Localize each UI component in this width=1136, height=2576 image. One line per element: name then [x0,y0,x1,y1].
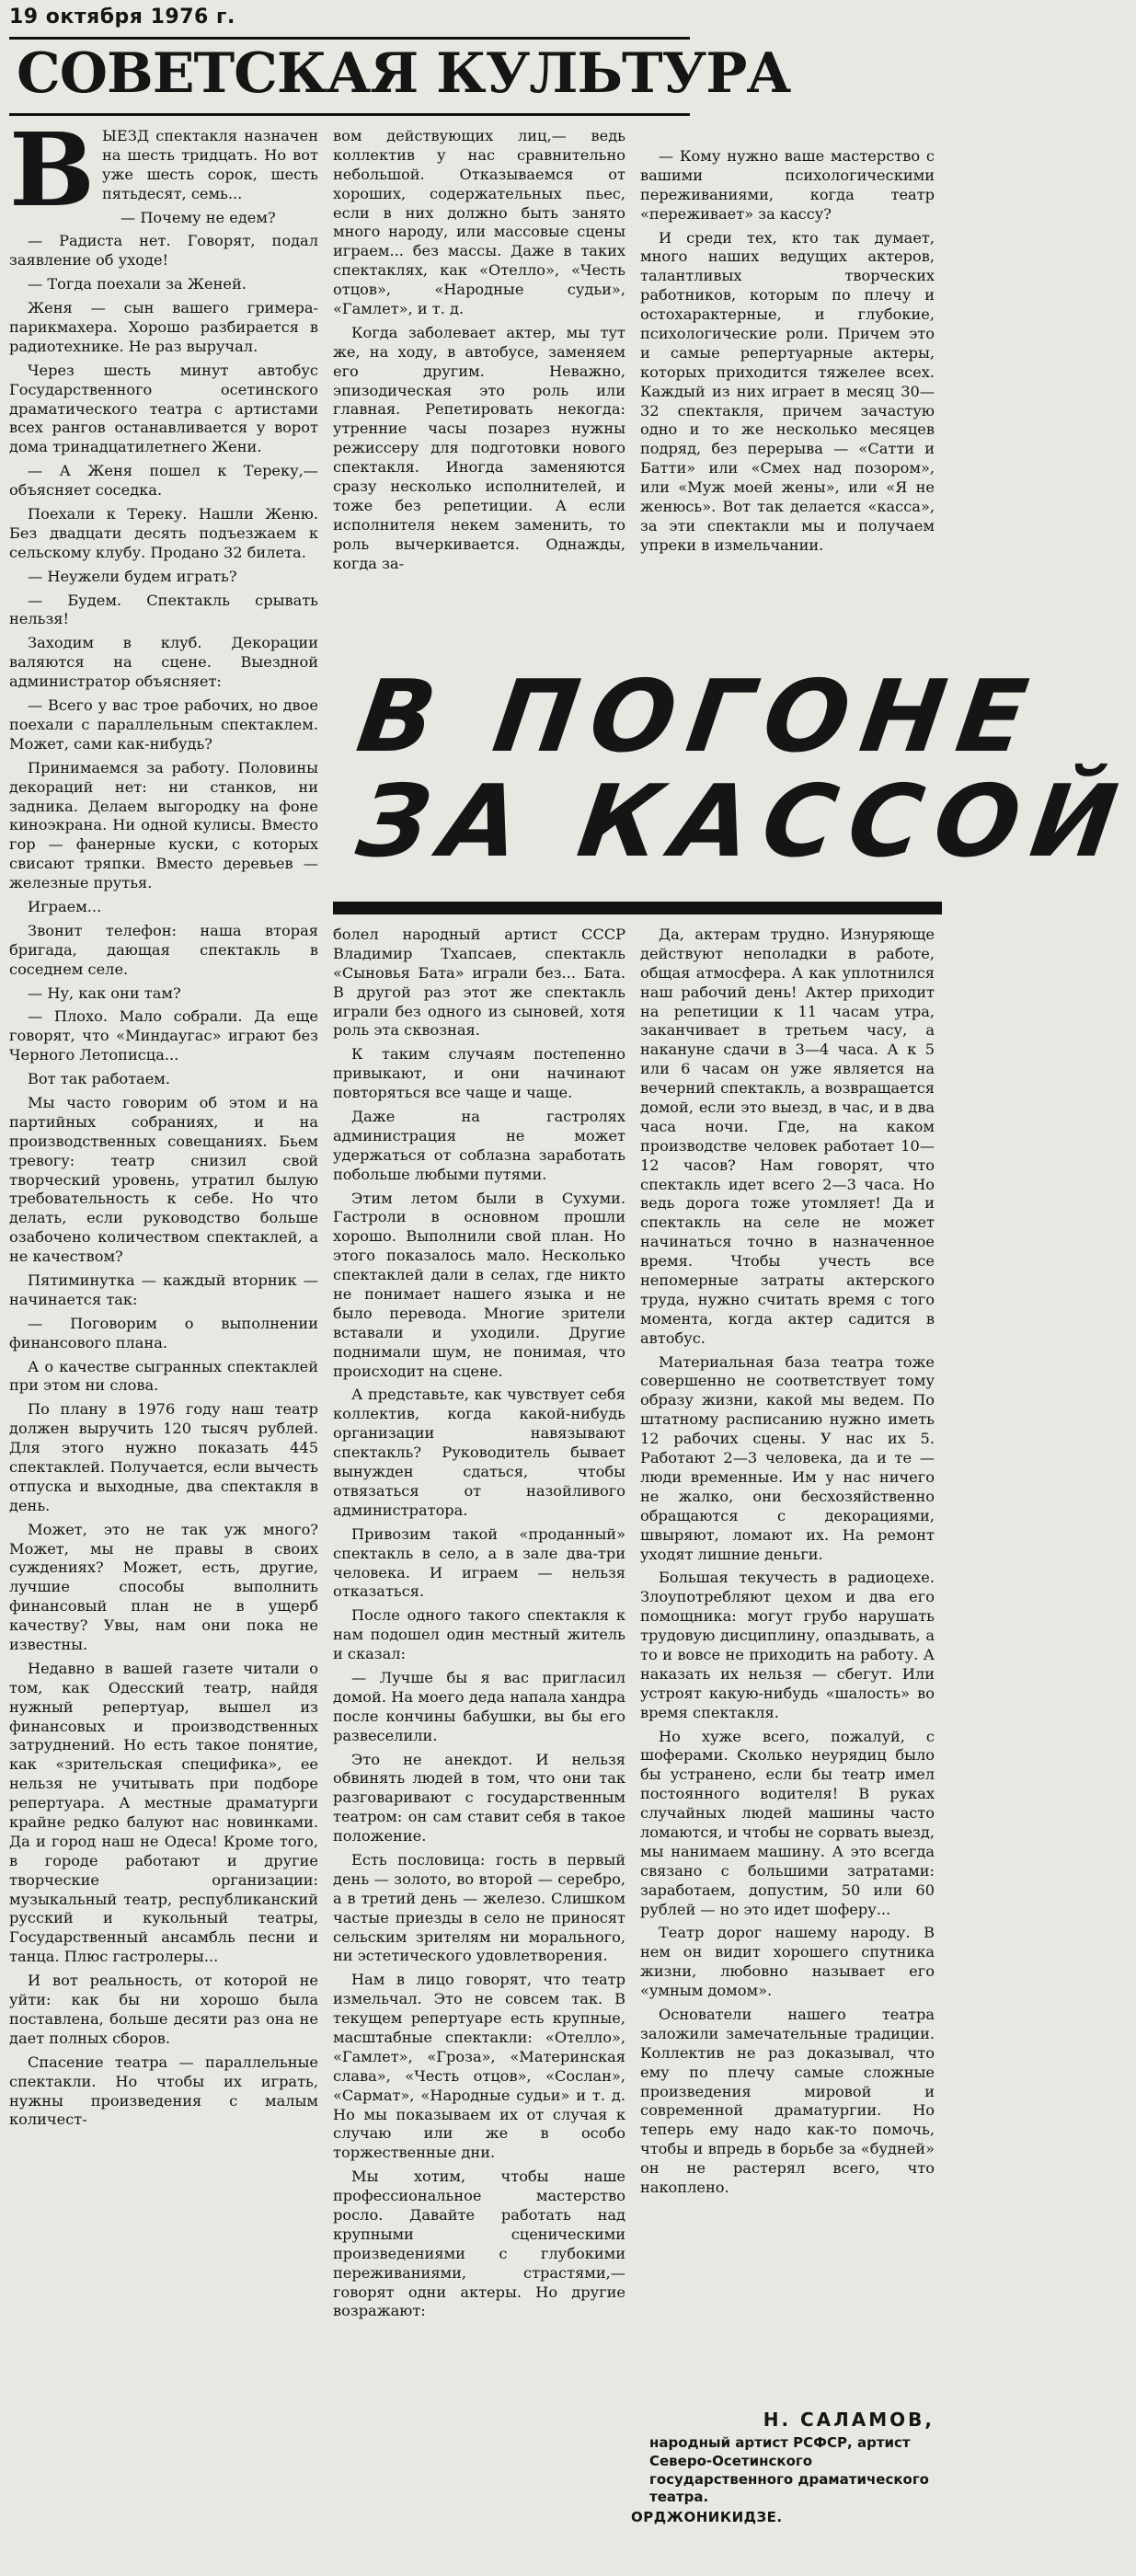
paragraph: Принимаемся за работу. Половины декораций нет: ни станков, ни задника. Делаем выгородку на фоне киноэкрана. Ни одной кулисы. Вместо гор — фанерные куски, с которых свисают тряпки. Вместо деревьев — железные прутья. [9,758,318,892]
paragraph: Играем... [28,897,102,915]
headline-line-1: В ПОГОНЕ [350,660,1047,775]
masthead [9,37,791,116]
paragraph: — Почему не едем? [120,208,276,226]
paragraph: — Ну, как они там? [28,983,181,1002]
paragraph: Этим летом были в Сухуми. Гастроли в основном прошли хорошо. Выполнили свой план. Но этого показалось мало. Несколько спектаклей дали в селах, где никто не понимает нашего языка и не было перевода. Многие зрители вставали и уходили. Другие поднимали шум, не понимая, что происходит на сцене. [333,1189,625,1380]
paragraph: Нам в лицо говорят, что театр измельчал. Это не совсем так. В текущем репертуаре есть крупные, масштабные спектакли: «Отелло», «Гамлет», «Гроза», «Материнская слава», «Честь отцов», «Сослан», «Сармат», «Народные судьи» и т. д. Но мы показываем их от случая к случаю или же в особо торжественные дни. [333,1971,625,2162]
paragraph: Даже на гастролях администрация не может удержаться от соблазна заработать побольше любыми путями. [333,1108,625,1183]
paragraph: Недавно в вашей газете читали о том, как Одесский театр, найдя нужный репертуар, вышел из финансовых и производственных затруднений. Но есть такое понятие, как «зрительская специфика», ее нельзя не учитывать при подборе репертуара. А местные драматурги крайне редко балуют нас новинками. Да и город наш не Одеса! Кроме того, в городе работают и другие творческие организации: музыкальный театр, республиканский русский и кукольный театры, Государственный ансамбль песни и танца. Плюс гастролеры... [9,1659,318,1966]
paragraph: — А Женя пошел к Тереку,— объясняет соседка. [9,462,318,500]
paragraph: — Будем. Спектакль срывать нельзя! [9,591,318,628]
paragraph: — Всего у вас трое рабочих, но двое поехали с параллельным спектаклем. Может, сами как-нибудь? [9,696,318,753]
headline-line-2: ЗА КАССОЙ [350,765,1136,880]
paragraph: Поехали к Тереку. Нашли Женю. Без двадцати десять подъезжаем к сельскому клубу. Продано 32 билета. [9,505,318,561]
author-title: народный артист РСФСР, артист Северо-Осетинского государственного драматического театра. [649,2434,929,2506]
paragraph: Основатели нашего театра заложили замечательные традиции. Коллектив не раз доказывал, что ему по плечу самые сложные произведения мировой и современной драматургии. Но теперь ему надо как-то помочь, чтобы и впредь в борьбе за «будней» он не растерял всего, что накоплено. [640,2005,935,2196]
paragraph: ЫЕЗД спектакля назначен на шесть тридцать. Но вот уже шесть сорок, шесть пятьдесят, семь... [101,127,318,202]
paragraph: Заходим в клуб. Декорации валяются на сцене. Выездной администратор объясняет: [9,634,318,691]
paragraph: Материальная база театра тоже совершенно не соответствует тому образу жизни, какой мы ведем. По штатному расписанию нужно иметь 12 рабочих сцены. У нас их 5. Работают 2—3 человека, да и те — люди временные. Им у нас ничего не жалко, они бесхозяйственно обращаются с декорациями, швыряют, ломают их. На ремонт уходят лишние деньги. [640,1352,935,1563]
paragraph: Звонит телефон: наша вторая бригада, дающая спектакль в соседнем селе. [9,921,318,978]
paragraph: После одного такого спектакля к нам подошел один местный житель и сказал: [333,1606,625,1663]
paragraph: — Кому нужно ваше мастерство с вашими психологическими переживаниями, когда театр «переживает» за кассу? [640,147,935,223]
paragraph: Через шесть минут автобус Государственного осетинского драматического театра с артистами всех рангов останавливается у ворот дома тринадцатилетнего Жени. [9,361,318,456]
paragraph: Может, это не так уж много? Может, мы не правы в своих суждениях? Может, есть, другие, лучшие способы выполнить финансовый план не в ущерб качеству? Увы, нам они пока не известны. [9,1520,318,1654]
paragraph: А представьте, как чувствует себя коллектив, когда какой-нибудь организации навязывают спектакль? Руководитель бывает вынужден сдаться, чтобы отвязаться от назойливого администратора. [333,1386,625,1519]
paragraph: вом действующих лиц,— ведь коллектив у нас сравнительно небольшой. Отказываемся от хороших, содержательных пьес, если в них должно быть занято много народу, или массовые сцены играем... без массы. Даже в таких спектаклях, как «Отелло», «Честь отцов», «Народные судьи», «Гамлет», и т. д. [333,127,625,318]
paragraph: Театр дорог нашему народу. В нем он видит хорошего спутника жизни, любовно называет его «умным домом». [640,1924,935,2000]
paragraph: И вот реальность, от которой не уйти: как бы ни хорошо была поставлена, больше десяти раз она не дает полных сборов. [9,1972,318,2047]
paragraph: Когда заболевает актер, мы тут же, на ходу, в автобусе, заменяем его другим. Неважно, эпизодическая это роль или главная. Репетировать некогда: утренние часы позарез нужны режиссеру для подготовки нового спектакля. Иногда заменяются сразу несколько исполнителей, и тоже без репетиции. А если исполнителя некем заменить, то роль вычеркивается. Однажды, когда за- [333,323,625,572]
paragraph: А о качестве сыгранных спектаклей при этом ни слова. [9,1357,318,1395]
article-column-1 [9,110,318,2570]
paragraph: Вот так работаем. [28,1070,171,1088]
article-column-2-top [333,127,625,653]
paragraph: — Неужели будем играть? [28,567,237,585]
paragraph: Мы хотим, чтобы наше профессиональное мастерство росло. Давайте работать над крупными сценическими произведениями с глубокими переживаниями, страстями,— говорят одни актеры. Но другие возражают: [333,2168,625,2320]
author-signature [631,2409,935,2525]
newspaper-title: СОВЕТСКАЯ КУЛЬТУРА [17,41,791,106]
paragraph: — Лучше бы я вас пригласил домой. На моего деда напала хандра после кончины бабушки, вы бы его развеселили. [333,1668,625,1744]
paragraph: Женя — сын вашего гримера-парикмахера. Хорошо разбирается в радиотехнике. Не раз выручал. [9,299,318,355]
paragraph: — Плохо. Мало собрали. Да еще говорят, что «Миндаугас» играют без Черного Летописца... [9,1007,318,1064]
issue-date: 19 октября 1976 г. [9,6,235,29]
paragraph: К таким случаям постепенно привыкают, и они начинают повторяться все чаще и чаще. [333,1045,625,1102]
paragraph: Есть пословица: гость в первый день — золото, во второй — серебро, а в третий день — железо. Слишком частые приезды в село не приносят сельским зрителям ни морального, ни эстетического удовлетворения. [333,1850,625,1965]
paragraph: болел народный артист СССР Владимир Тхапсаев, спектакль «Сыновья Бата» играли без... Бата. В другой раз этот же спектакль играли без одного из сыновей, хотя роль эта сквозная. [333,926,625,1040]
author-city: ОРДЖОНИКИДЗЕ. [631,2509,783,2526]
paragraph: — Тогда поехали за Женей. [28,275,247,293]
paragraph: — Поговорим о выполнении финансового плана. [9,1314,318,1351]
paragraph: Это не анекдот. И нельзя обвинять людей в том, что они так разговаривают с государственным театром: он сам ставит себя в такое положение. [333,1750,625,1846]
paragraph: Но хуже всего, пожалуй, с шоферами. Сколько неурядиц было бы устранено, если бы театр имел постоянного водителя! В руках случайных людей машины часто ломаются, и чтобы не сорвать выезд, мы нанимаем машину. А это всегда связано с большими затратами: заработаем, допустим, 50 или 60 рублей — но это идет шоферу... [640,1727,935,1918]
paragraph: Большая текучесть в радиоцехе. Злоупотребляют цехом и два его помощника: могут грубо нарушать трудовую дисциплину, опаздывать, а то и вовсе не приходить на работу. А наказать их нельзя — сбегут. Или устроят какую-нибудь «шалость» во время спектакля. [640,1569,935,1721]
paragraph: Спасение театра — параллельные спектакли. Но чтобы их играть, нужны произведения с малым количест- [9,2053,318,2129]
headline-rule [333,902,942,914]
drop-cap: В [9,110,95,229]
article-column-3-top [640,147,935,653]
article-column-3-bottom [640,926,935,2401]
paragraph: — Радиста нет. Говорят, подал заявление об уходе! [9,232,318,270]
paragraph: Пятиминутка — каждый вторник — начинается так: [9,1271,318,1308]
paragraph: Привозим такой «проданный» спектакль в село, а в зале два-три человека. И играем — нельзя отказаться. [333,1524,625,1601]
paragraph: Мы часто говорим об этом и на партийных собраниях, и на производственных совещаниях. Бьем тревогу: театр снизил свой творческий уровень, утратил былую требовательность к себе. Но что делать, если руководство больше озабочено количеством спектаклей, а не качеством? [9,1093,318,1266]
paragraph: И среди тех, кто так думает, много наших ведущих актеров, талантливых творческих работников, которым по плечу и остохарактерные, и глубокие, психологические роли. Причем это и самые репертуарные актеры, которых приходится тяжелее всех. Каждый из них играет в месяц 30—32 спектакля, причем зачастую одно и то же несколько месяцев подряд, без перерыва — «Сатти и Батти» или «Смех над позором», или «Муж моей жены», или «Я не женюсь». Вот так делается «касса», за эти спектакли мы и получаем упреки в измельчании. [640,228,935,554]
paragraph: Да, актерам трудно. Изнуряюще действуют неполадки в работе, общая атмосфера. А как уплотнился наш рабочий день! Актер приходит на репетиции к 11 часам утра, заканчивает в третьем часу, а накануне сдачи в 3—4 часа. А к 5 или 6 часам он уже является на вечерний спектакль, а возвращается домой, если это выезд, в час, и в два часа ночи. Где, на каком производстве человек работает 10—12 часов? Нам говорят, что спектакль идет всего 2—3 часа. Но ведь дорога тоже утомляет! Да и спектакль на селе не может начинаться точно в назначенное время. Чтобы учесть все непомерные затраты актерского труда, нужно считать время с того момента, когда актер садится в автобус. [640,926,935,1347]
article-column-2-bottom [333,926,625,2570]
paragraph: По плану в 1976 году наш театр должен выручить 120 тысяч рублей. Для этого нужно показать 445 спектаклей. Получается, если вычесть отпуска и выходные, два спектакля в день. [9,1400,318,1514]
author-name: Н. САЛАМОВ, [763,2409,935,2431]
article-headline [333,660,1136,888]
